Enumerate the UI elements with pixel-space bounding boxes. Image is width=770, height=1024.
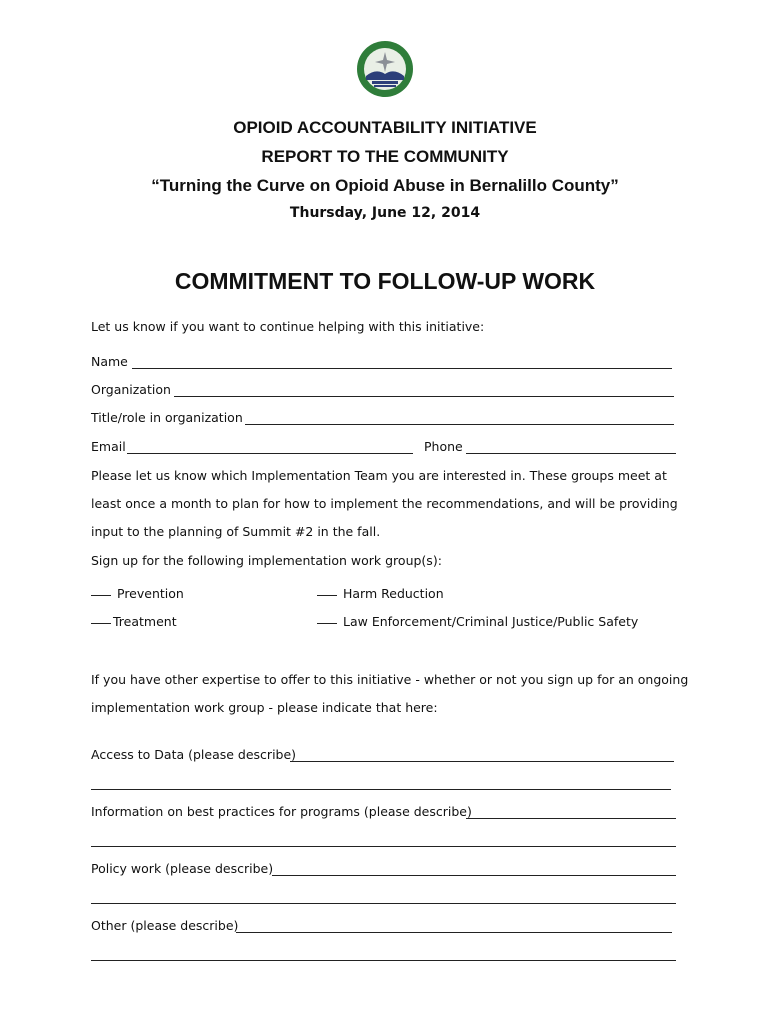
signup-text: Sign up for the following implementation work group(s): xyxy=(91,553,442,568)
expertise-text-line2: implementation work group - please indicate that here: xyxy=(91,700,438,715)
email-field[interactable] xyxy=(127,453,413,454)
intro-text: Let us know if you want to continue helping with this initiative: xyxy=(91,319,485,334)
org-title: OPIOID ACCOUNTABILITY INITIATIVE xyxy=(233,118,537,137)
policy-field[interactable] xyxy=(272,875,676,876)
group-treatment[interactable] xyxy=(91,614,177,629)
county-seal-logo xyxy=(356,40,414,98)
group-harm-reduction[interactable] xyxy=(317,586,444,601)
title-role-label: Title/role in organization xyxy=(91,410,243,425)
best-practices-field-line2[interactable] xyxy=(91,846,676,847)
harm-reduction-label: Harm Reduction xyxy=(343,586,444,601)
report-title: REPORT TO THE COMMUNITY xyxy=(261,147,509,166)
report-subtitle: “Turning the Curve on Opioid Abuse in Bernalillo County” xyxy=(151,176,619,195)
data-field[interactable] xyxy=(290,761,674,762)
organization-field[interactable] xyxy=(174,396,674,397)
prevention-label: Prevention xyxy=(117,586,184,601)
team-text-line3: input to the planning of Summit #2 in the fall. xyxy=(91,524,381,539)
expertise-text-line1: If you have other expertise to offer to this initiative - whether or not you sign up for an ongoing xyxy=(91,672,689,687)
team-text-line2: least once a month to plan for how to implement the recommendations, and will be providing xyxy=(91,496,678,511)
policy-field-line2[interactable] xyxy=(91,903,676,904)
form-title: COMMITMENT TO FOLLOW-UP WORK xyxy=(174,268,596,294)
data-field-line2[interactable] xyxy=(91,789,671,790)
other-field[interactable] xyxy=(236,932,672,933)
email-label: Email xyxy=(91,439,126,454)
prevention-checkbox-blank[interactable] xyxy=(91,595,111,596)
law-enforcement-checkbox-blank[interactable] xyxy=(317,623,337,624)
best-practices-label: Information on best practices for programs (please describe) xyxy=(91,804,472,819)
other-field-line2[interactable] xyxy=(91,960,676,961)
data-label: Access to Data (please describe) xyxy=(91,747,297,762)
report-date: Thursday, June 12, 2014 xyxy=(289,205,481,221)
name-label: Name xyxy=(91,354,128,369)
group-prevention[interactable] xyxy=(91,586,184,601)
policy-label: Policy work (please describe) xyxy=(91,861,274,876)
name-field[interactable] xyxy=(132,368,672,369)
treatment-checkbox-blank[interactable] xyxy=(91,623,111,624)
title-role-field[interactable] xyxy=(245,424,674,425)
other-label: Other (please describe) xyxy=(91,918,239,933)
phone-field[interactable] xyxy=(466,453,676,454)
team-text-line1: Please let us know which Implementation Team you are interested in. These groups meet at xyxy=(91,468,667,483)
best-practices-field[interactable] xyxy=(466,818,676,819)
treatment-label: Treatment xyxy=(113,614,177,629)
law-enforcement-label: Law Enforcement/Criminal Justice/Public Safety xyxy=(343,614,639,629)
phone-label: Phone xyxy=(424,439,463,454)
group-law-enforcement[interactable] xyxy=(317,614,638,629)
harm-reduction-checkbox-blank[interactable] xyxy=(317,595,337,596)
organization-label: Organization xyxy=(91,382,171,397)
